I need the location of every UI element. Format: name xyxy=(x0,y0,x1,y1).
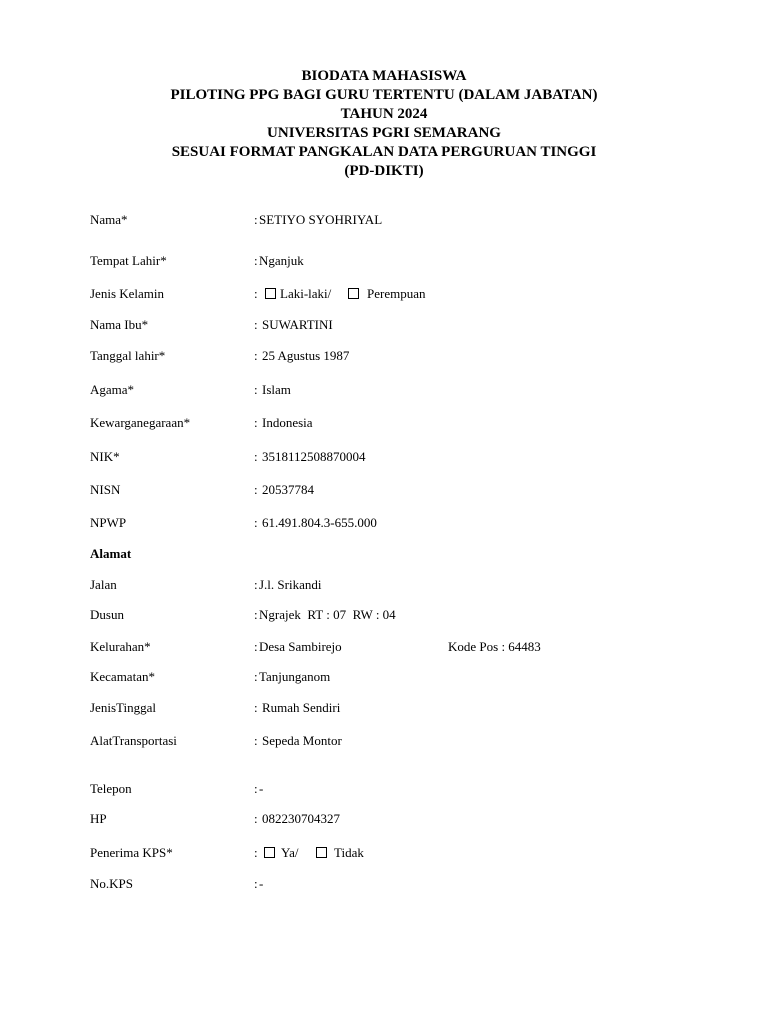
field-value: 61.491.804.3-655.000 xyxy=(262,515,377,530)
field-colon: : xyxy=(254,382,258,397)
field-colon: : xyxy=(254,253,258,268)
option-tidak-label: Tidak xyxy=(334,845,364,860)
field-colon: : xyxy=(254,515,258,530)
field-hp xyxy=(90,810,690,828)
field-value: 082230704327 xyxy=(262,811,340,826)
field-colon: : xyxy=(254,482,258,497)
field-dusun xyxy=(90,606,690,624)
field-label: Kecamatan* xyxy=(90,669,155,684)
field-value: Nganjuk xyxy=(259,253,304,268)
field-kode-pos: Kode Pos : 64483 xyxy=(448,639,541,654)
field-colon: : xyxy=(254,876,258,891)
header-pddikti: (PD-DIKTI) xyxy=(344,163,424,179)
field-jenis-kelamin xyxy=(90,285,690,303)
field-kewarganegaraan xyxy=(90,414,690,432)
document-header xyxy=(0,67,768,181)
field-label: Nama Ibu* xyxy=(90,317,149,332)
field-value: 25 Agustus 1987 xyxy=(262,348,350,363)
field-value: Sepeda Montor xyxy=(262,733,342,748)
field-value: - xyxy=(259,876,264,891)
field-label: Penerima KPS* xyxy=(90,845,173,860)
field-label: Agama* xyxy=(90,382,135,397)
field-colon: : xyxy=(254,639,258,654)
field-label: Tanggal lahir* xyxy=(90,348,166,363)
field-kelurahan xyxy=(90,638,690,656)
option-ya-label: Ya/ xyxy=(281,845,299,860)
field-telepon xyxy=(90,780,690,798)
header-title: BIODATA MAHASISWA xyxy=(301,68,467,84)
field-penerima-kps xyxy=(90,844,690,862)
field-value: 3518112508870004 xyxy=(262,449,366,464)
field-colon: : xyxy=(254,811,258,826)
field-label: Telepon xyxy=(90,781,132,796)
field-npwp xyxy=(90,514,690,532)
field-value: - xyxy=(259,781,264,796)
field-nama-ibu xyxy=(90,316,690,334)
header-format: SESUAI FORMAT PANGKALAN DATA PERGURUAN TINGGI xyxy=(171,144,597,160)
checkbox-perempuan[interactable] xyxy=(348,288,359,299)
field-colon: : xyxy=(254,781,258,796)
field-jenis-tinggal xyxy=(90,699,690,717)
field-agama xyxy=(90,381,690,399)
field-label: Nama* xyxy=(90,212,128,227)
field-kecamatan xyxy=(90,668,690,686)
field-colon: : xyxy=(254,348,258,363)
option-perempuan-label: Perempuan xyxy=(367,286,426,301)
option-laki-laki-label: Laki-laki/ xyxy=(280,286,332,301)
field-value: J.l. Srikandi xyxy=(259,577,322,592)
field-value: Islam xyxy=(262,382,291,397)
field-label: AlatTransportasi xyxy=(90,733,177,748)
field-value: SETIYO SYOHRIYAL xyxy=(259,212,383,227)
header-year: TAHUN 2024 xyxy=(340,106,428,122)
field-label: JenisTinggal xyxy=(90,700,156,715)
field-colon: : xyxy=(254,317,258,332)
section-alamat xyxy=(90,545,690,563)
checkbox-ya[interactable] xyxy=(264,847,275,858)
field-label: NIK* xyxy=(90,449,120,464)
field-colon: : xyxy=(254,733,258,748)
field-nik xyxy=(90,448,690,466)
field-colon: : xyxy=(254,286,258,301)
field-alat-transportasi xyxy=(90,732,690,750)
field-colon: : xyxy=(254,845,258,860)
field-label: Tempat Lahir* xyxy=(90,253,167,268)
header-program: PILOTING PPG BAGI GURU TERTENTU (DALAM JABATAN) xyxy=(170,87,598,103)
field-colon: : xyxy=(254,700,258,715)
field-value: Rumah Sendiri xyxy=(262,700,341,715)
field-colon: : xyxy=(254,669,258,684)
checkbox-tidak[interactable] xyxy=(316,847,327,858)
checkbox-laki-laki[interactable] xyxy=(265,288,276,299)
field-label: Kewarganegaraan* xyxy=(90,415,191,430)
field-colon: : xyxy=(254,449,258,464)
field-value: Tanjunganom xyxy=(259,669,331,684)
field-label: NISN xyxy=(90,482,121,497)
field-jalan xyxy=(90,576,690,594)
field-label: Kelurahan* xyxy=(90,639,151,654)
field-label: Jenis Kelamin xyxy=(90,286,165,301)
field-label: Dusun xyxy=(90,607,124,622)
field-colon: : xyxy=(254,577,258,592)
field-no-kps xyxy=(90,875,690,893)
field-colon: : xyxy=(254,415,258,430)
field-label: Jalan xyxy=(90,577,117,592)
field-colon: : xyxy=(254,607,258,622)
field-value: Indonesia xyxy=(262,415,313,430)
field-colon: : xyxy=(254,212,258,227)
header-university: UNIVERSITAS PGRI SEMARANG xyxy=(267,125,501,141)
field-value: 20537784 xyxy=(262,482,314,497)
field-label: NPWP xyxy=(90,515,127,530)
field-value: Desa Sambirejo xyxy=(259,639,342,654)
field-label: No.KPS xyxy=(90,876,133,891)
field-nisn xyxy=(90,481,690,499)
field-label: HP xyxy=(90,811,107,826)
field-value: Ngrajek RT : 07 RW : 04 xyxy=(259,607,396,622)
field-value: SUWARTINI xyxy=(262,317,333,332)
field-tanggal-lahir xyxy=(90,347,690,365)
field-tempat-lahir xyxy=(90,252,690,270)
field-nama xyxy=(90,211,690,229)
section-heading: Alamat xyxy=(90,546,132,561)
